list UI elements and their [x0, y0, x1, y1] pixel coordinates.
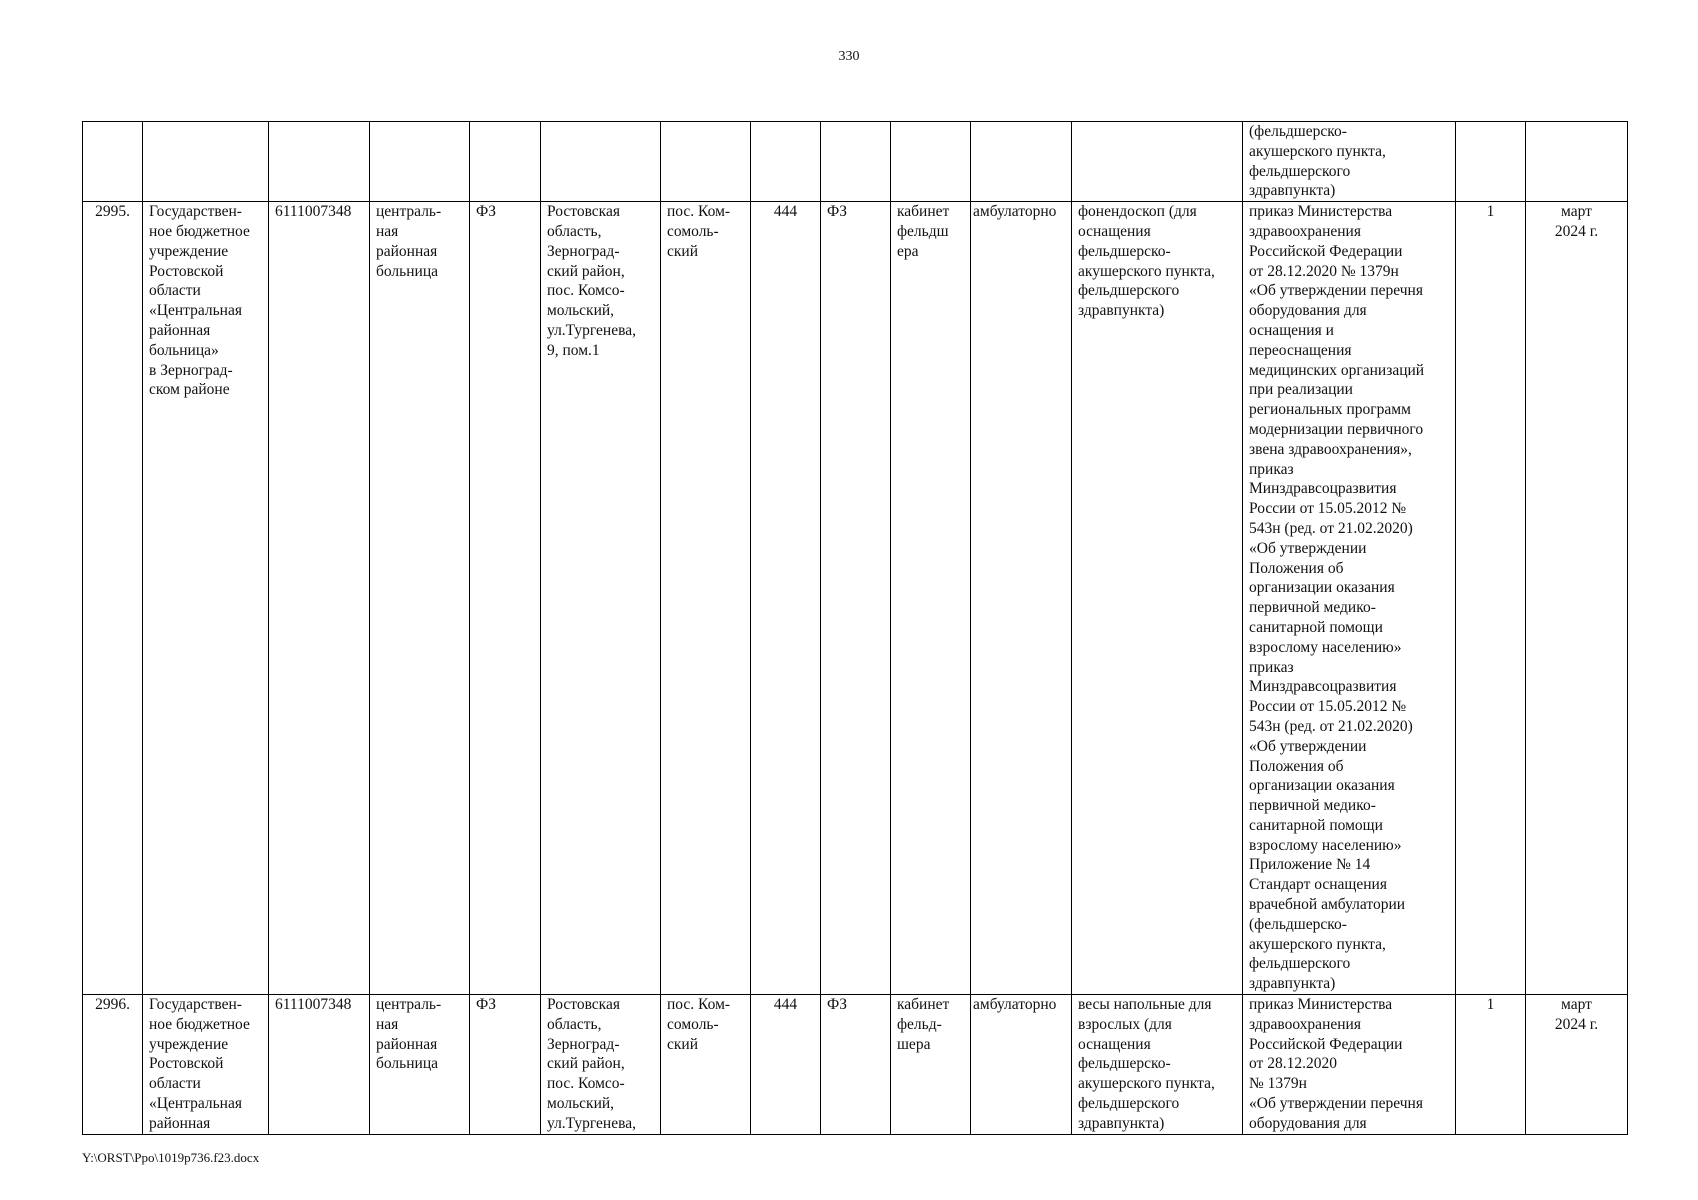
cell-organization: Государствен- ное бюджетное учреждение Ростовской области «Центральная районная больница» в Зерноград- ском районе: [143, 202, 269, 995]
cell-room: кабинет фельд- шера: [891, 995, 971, 1135]
cell-inn: 6111007348: [269, 202, 370, 995]
cell-mode: [971, 122, 1072, 202]
cell-mode: амбулаторно: [971, 202, 1072, 995]
cell-date: [1526, 122, 1628, 202]
cell-number: [83, 122, 143, 202]
cell-population: 444: [751, 995, 821, 1135]
cell-equipment: весы напольные для взрослых (для оснащения фельдшерско- акушерского пункта, фельдшерского здравпункта): [1072, 995, 1243, 1135]
cell-room: кабинет фельдш ера: [891, 202, 971, 995]
cell-settlement: пос. Ком- сомоль- ский: [661, 202, 751, 995]
table-row-continuation: [83, 122, 1628, 202]
cell-source-2: ФЗ: [821, 995, 891, 1135]
cell-population: [751, 122, 821, 202]
equipment-table: [82, 121, 1628, 1135]
cell-source: ФЗ: [470, 202, 541, 995]
cell-inn: [269, 122, 370, 202]
cell-date: март 2024 г.: [1526, 202, 1628, 995]
table-row: [83, 995, 1628, 1135]
cell-room: [891, 122, 971, 202]
page-number: 330: [838, 49, 860, 64]
table-row: [83, 202, 1628, 995]
cell-document: приказ Министерства здравоохранения Российской Федерации от 28.12.2020 № 1379н «Об утверждении перечня оборудования для: [1243, 995, 1456, 1135]
cell-equipment: фонендоскоп (для оснащения фельдшерско- акушерского пункта, фельдшерского здравпункта): [1072, 202, 1243, 995]
cell-date: март 2024 г.: [1526, 995, 1628, 1135]
cell-type: централь- ная районная больница: [370, 202, 470, 995]
cell-quantity: [1456, 122, 1526, 202]
cell-document: (фельдшерско- акушерского пункта, фельдшерского здравпункта): [1243, 122, 1456, 202]
cell-number: 2995.: [83, 202, 143, 995]
cell-equipment: [1072, 122, 1243, 202]
footer-file-path: Y:\ORST\Ppo\1019p736.f23.docx: [82, 1150, 260, 1165]
cell-type: [370, 122, 470, 202]
cell-document: приказ Министерства здравоохранения Российской Федерации от 28.12.2020 № 1379н «Об утверждении перечня оборудования для оснащения и переоснащения медицинских организаций при реализации региональных программ модернизации первичного звена здравоохранения», приказ Минздравсоцразвития России от 15.05.2012 № 543н (ред. от 21.02.2020) «Об утверждении Положения об организации оказания первичной медико- санитарной помощи взрослому населению» приказ Минздравсоцразвития России от 15.05.2012 № 543н (ред. от 21.02.2020) «Об утверждении Положения об организации оказания первичной медико- санитарной помощи взрослому населению» Приложение № 14 Стандарт оснащения врачебной амбулатории (фельдшерско- акушерского пункта, фельдшерского здравпункта): [1243, 202, 1456, 995]
cell-organization: [143, 122, 269, 202]
cell-source: ФЗ: [470, 995, 541, 1135]
cell-number: 2996.: [83, 995, 143, 1135]
cell-address: Ростовская область, Зерноград- ский район, пос. Комсо- мольский, ул.Тургенева, 9, пом.1: [541, 202, 661, 995]
cell-quantity: 1: [1456, 202, 1526, 995]
cell-inn: 6111007348: [269, 995, 370, 1135]
cell-address: [541, 122, 661, 202]
cell-settlement: [661, 122, 751, 202]
cell-address: Ростовская область, Зерноград- ский район, пос. Комсо- мольский, ул.Тургенева,: [541, 995, 661, 1135]
cell-source: [470, 122, 541, 202]
cell-source-2: [821, 122, 891, 202]
cell-organization: Государствен- ное бюджетное учреждение Ростовской области «Центральная районная: [143, 995, 269, 1135]
cell-settlement: пос. Ком- сомоль- ский: [661, 995, 751, 1135]
cell-mode: амбулаторно: [971, 995, 1072, 1135]
cell-population: 444: [751, 202, 821, 995]
cell-type: централь- ная районная больница: [370, 995, 470, 1135]
cell-source-2: ФЗ: [821, 202, 891, 995]
cell-quantity: 1: [1456, 995, 1526, 1135]
